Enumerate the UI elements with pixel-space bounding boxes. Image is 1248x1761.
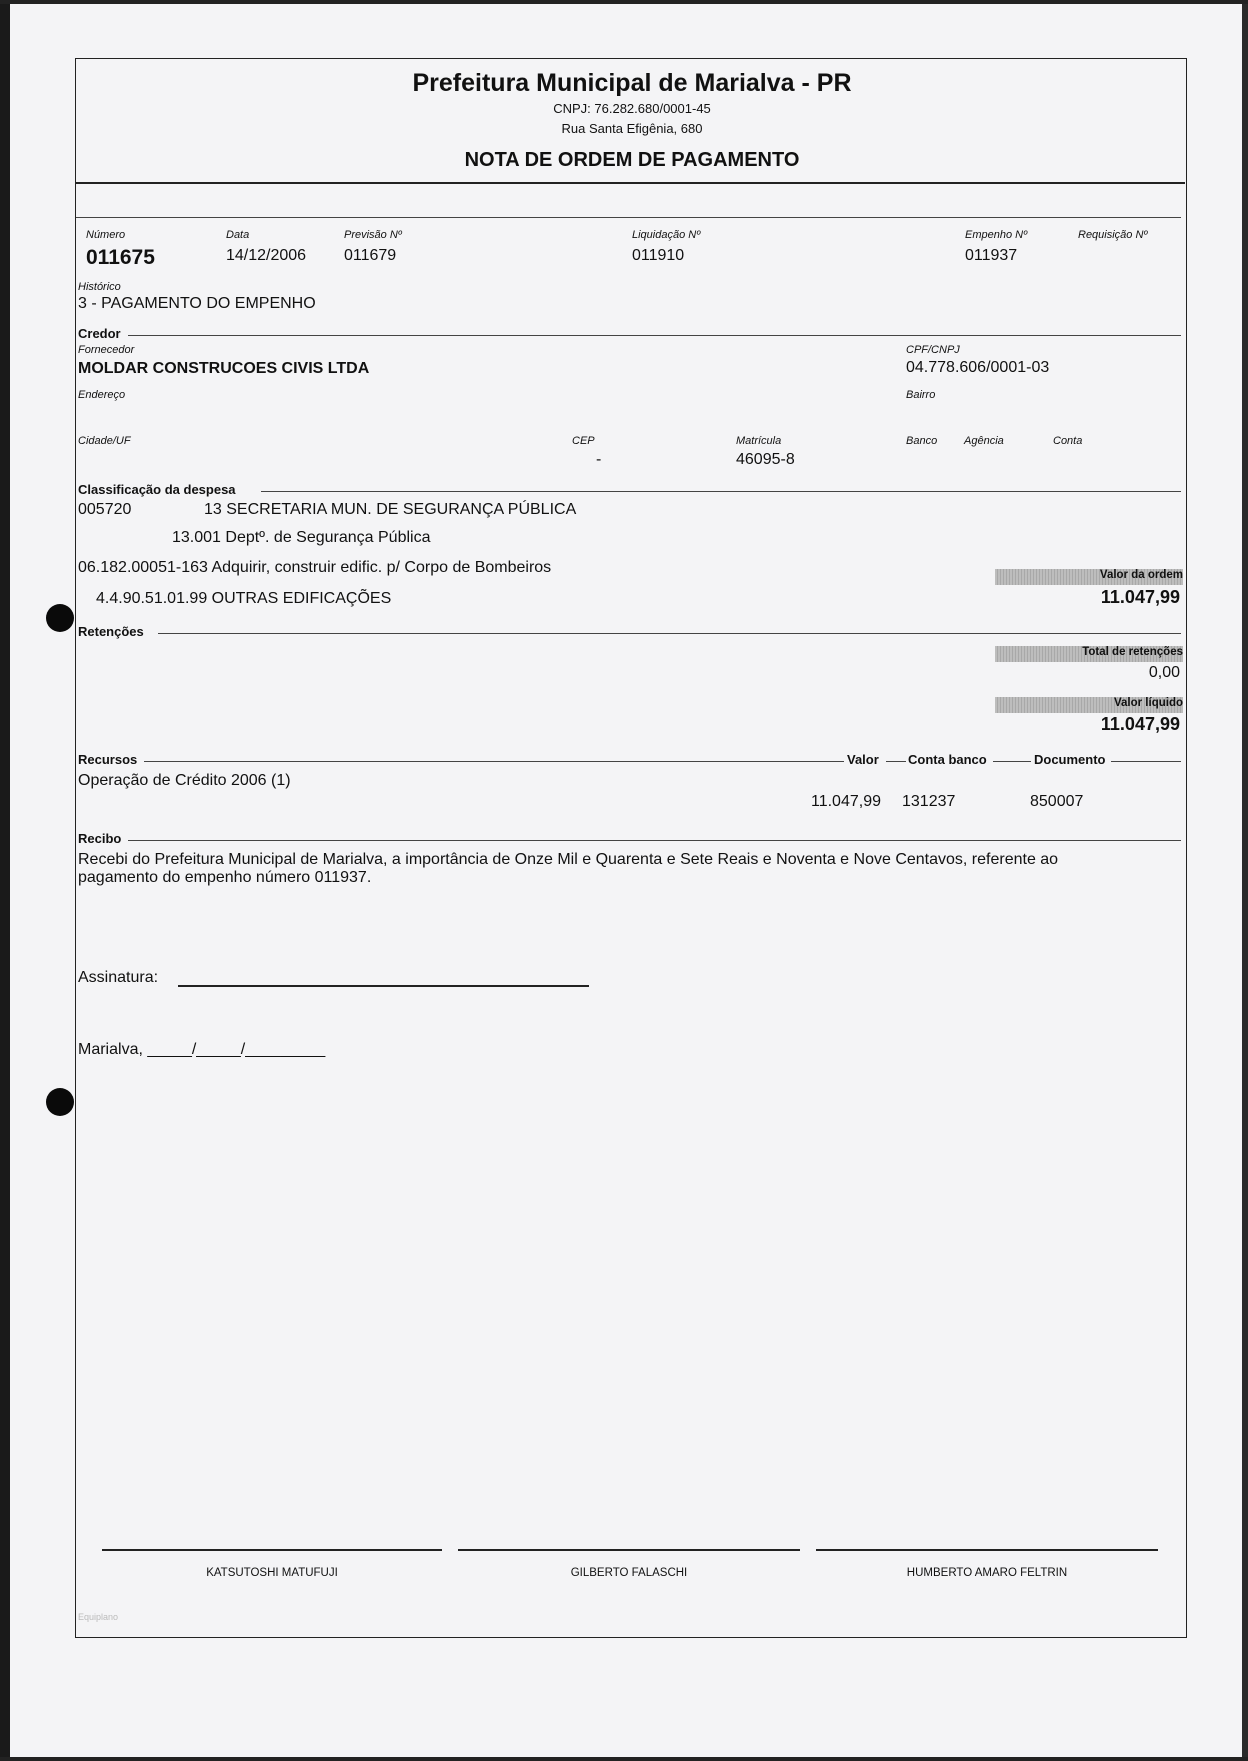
recursos-divider-right — [1111, 761, 1181, 762]
signature-name-3: HUMBERTO AMARO FELTRIN — [906, 1567, 1068, 1579]
total-retencoes-label: Total de retenções — [995, 646, 1183, 662]
document-frame — [75, 58, 1187, 1638]
classificacao-code: 005720 — [78, 501, 132, 518]
header-divider — [76, 182, 1185, 184]
punch-hole-top — [46, 604, 74, 632]
cpf-value: 04.778.606/0001-03 — [906, 359, 1050, 376]
empenho-label: Empenho Nº — [965, 229, 1028, 241]
valor-liquido-value: 11.047,99 — [1100, 714, 1180, 734]
recursos-divider-mid2 — [993, 761, 1031, 762]
conta-label: Conta — [1053, 435, 1083, 447]
valor-ordem-label: Valor da ordem — [995, 569, 1183, 585]
punch-hole-bottom — [46, 1088, 74, 1116]
liquidacao-value: 011910 — [632, 247, 685, 264]
cidade-label: Cidade/UF — [78, 435, 131, 447]
liquidacao-label: Liquidação Nº — [632, 229, 701, 241]
fornecedor-label: Fornecedor — [78, 344, 135, 356]
cep-label: CEP — [572, 435, 595, 447]
address-text: Rua Santa Efigênia, 680 — [561, 121, 703, 136]
endereco-label: Endereço — [78, 389, 126, 401]
recursos-conta: 131237 — [902, 793, 956, 810]
data-label: Data — [226, 229, 250, 241]
recibo-divider — [128, 840, 1181, 841]
scan-edge-right — [1242, 0, 1248, 1761]
recursos-item: Operação de Crédito 2006 (1) — [78, 772, 291, 789]
ids-divider — [76, 217, 1181, 218]
bairro-label: Bairro — [906, 389, 936, 401]
recursos-valor-label: Valor — [847, 752, 879, 767]
classificacao-line4: 4.4.90.51.01.99 OUTRAS EDIFICAÇÕES — [96, 590, 392, 607]
page-title: Prefeitura Municipal de Marialva - PR — [412, 69, 852, 97]
document-title: NOTA DE ORDEM DE PAGAMENTO — [464, 149, 800, 171]
fornecedor-value: MOLDAR CONSTRUCOES CIVIS LTDA — [78, 360, 370, 377]
credor-divider — [128, 335, 1181, 336]
cpf-label: CPF/CNPJ — [906, 344, 960, 356]
empenho-value: 011937 — [965, 247, 1018, 264]
matricula-value: 46095-8 — [736, 451, 795, 468]
recibo-section-title: Recibo — [78, 831, 122, 846]
recibo-text-line1: Recebi do Prefeitura Municipal de Marialva, a importância de Onze Mil e Quarenta e Sete Reais e Noventa e Nove Centavos, referente ao — [78, 851, 1059, 868]
requisicao-label: Requisição Nº — [1078, 229, 1148, 241]
signature-line-2 — [458, 1549, 800, 1551]
valor-ordem-value: 11.047,99 — [1100, 587, 1180, 607]
classificacao-line1: 13 SECRETARIA MUN. DE SEGURANÇA PÚBLICA — [204, 501, 577, 518]
data-value: 14/12/2006 — [226, 247, 307, 264]
recursos-divider-left — [144, 761, 844, 762]
banco-label: Banco — [906, 435, 938, 447]
agencia-label: Agência — [964, 435, 1004, 447]
recursos-conta-label: Conta banco — [908, 752, 987, 767]
numero-value: 011675 — [86, 246, 155, 269]
signature-line-1 — [102, 1549, 442, 1551]
city-date-line: Marialva, _____/_____/_________ — [78, 1041, 326, 1058]
recursos-section-title: Recursos — [78, 752, 138, 767]
classificacao-line2: 13.001 Deptº. de Segurança Pública — [172, 529, 431, 546]
historico-value: 3 - PAGAMENTO DO EMPENHO — [78, 295, 316, 312]
recursos-divider-mid1 — [886, 761, 906, 762]
cep-value: - — [596, 451, 602, 468]
scan-edge-left — [0, 0, 10, 1761]
recursos-documento-label: Documento — [1034, 752, 1106, 767]
matricula-label: Matrícula — [736, 435, 782, 447]
numero-label: Número — [86, 229, 126, 241]
scan-edge-bottom — [0, 1757, 1248, 1761]
retencoes-divider — [158, 633, 1181, 634]
previsao-label: Previsão Nº — [344, 229, 402, 241]
classificacao-section-title: Classificação da despesa — [78, 482, 236, 497]
scan-edge-top — [0, 0, 1248, 4]
retencoes-section-title: Retenções — [78, 624, 144, 639]
credor-section-title: Credor — [78, 326, 121, 341]
classificacao-divider — [261, 491, 1181, 492]
historico-label: Histórico — [78, 281, 121, 293]
assinatura-line[interactable] — [178, 985, 589, 987]
assinatura-label: Assinatura: — [78, 969, 159, 986]
valor-liquido-label: Valor líquido — [995, 697, 1183, 713]
total-retencoes-value: 0,00 — [1148, 664, 1180, 681]
signature-line-3 — [816, 1549, 1158, 1551]
cnpj-text: CNPJ: 76.282.680/0001-45 — [553, 101, 711, 116]
recursos-valor: 11.047,99 — [811, 793, 881, 810]
previsao-value: 011679 — [344, 247, 397, 264]
recursos-documento: 850007 — [1030, 793, 1084, 810]
signature-name-2: GILBERTO FALASCHI — [570, 1567, 688, 1579]
recibo-text-line2: pagamento do empenho número 011937. — [78, 869, 372, 886]
footer-watermark: Equiplano — [78, 1612, 119, 1622]
classificacao-line3: 06.182.00051-163 Adquirir, construir edific. p/ Corpo de Bombeiros — [78, 559, 552, 576]
signature-name-1: KATSUTOSHI MATUFUJI — [206, 1567, 338, 1579]
